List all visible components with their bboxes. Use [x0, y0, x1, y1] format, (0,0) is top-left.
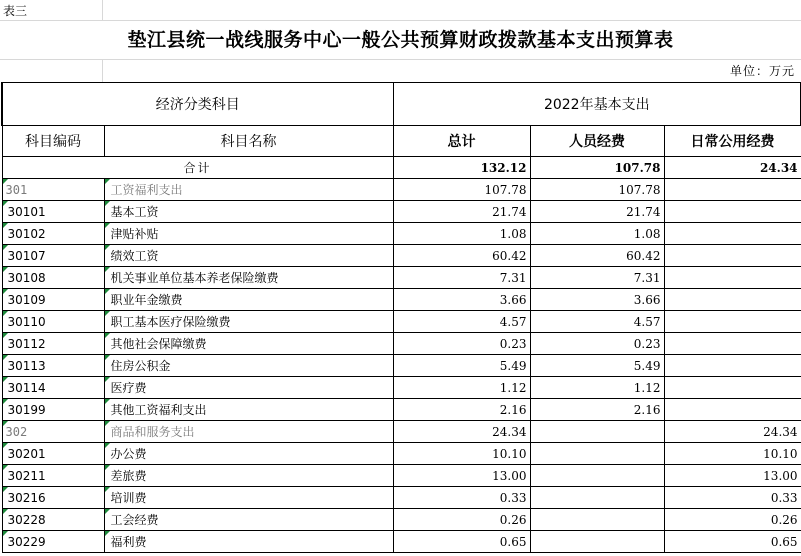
header-public[interactable]: 日常公用经费 — [664, 126, 801, 157]
total-cell[interactable] — [393, 223, 530, 245]
code-cell[interactable] — [2, 487, 104, 509]
table-row — [2, 509, 801, 531]
name-cell[interactable] — [104, 377, 393, 399]
empty-cell[interactable] — [103, 0, 801, 21]
code-cell-value: 30101 — [7, 204, 46, 219]
text-format-marker-icon — [3, 223, 8, 228]
public-cell[interactable] — [664, 531, 801, 553]
text-format-marker-icon — [105, 333, 110, 338]
name-cell[interactable] — [104, 421, 393, 443]
total-cell[interactable] — [393, 509, 530, 531]
total-cell-value: 4.57 — [499, 314, 527, 329]
text-format-marker-icon — [105, 465, 110, 470]
public-cell-value: 0.65 — [770, 534, 798, 549]
code-cell[interactable] — [2, 443, 104, 465]
totals-label[interactable]: 合计 — [2, 157, 393, 179]
personnel-cell[interactable] — [530, 509, 664, 531]
public-cell[interactable] — [664, 223, 801, 245]
total-cell[interactable] — [393, 487, 530, 509]
code-cell-value: 30102 — [7, 226, 46, 241]
table-row — [2, 465, 801, 487]
text-format-marker-icon — [3, 267, 8, 272]
total-cell-value: 1.08 — [499, 226, 527, 241]
totals-row — [2, 157, 801, 179]
personnel-cell[interactable] — [530, 421, 664, 443]
name-cell[interactable] — [104, 223, 393, 245]
text-format-marker-icon — [105, 355, 110, 360]
text-format-marker-icon — [3, 245, 8, 250]
table-row — [2, 377, 801, 399]
text-format-marker-icon — [105, 311, 110, 316]
text-format-marker-icon — [3, 443, 8, 448]
name-cell-value: 其他社会保障缴费 — [110, 337, 207, 351]
table-row — [2, 311, 801, 333]
table-header-group-row — [2, 83, 801, 126]
public-cell[interactable] — [664, 289, 801, 311]
table-row — [2, 399, 801, 421]
name-cell[interactable] — [104, 311, 393, 333]
totals-public[interactable]: 24.34 — [664, 157, 801, 179]
personnel-cell[interactable] — [530, 333, 664, 355]
text-format-marker-icon — [3, 509, 8, 514]
public-cell[interactable] — [664, 333, 801, 355]
empty-cell[interactable] — [0, 60, 103, 82]
code-cell[interactable] — [2, 377, 104, 399]
text-format-marker-icon — [3, 201, 8, 206]
name-cell-value: 机关事业单位基本养老保险缴费 — [110, 271, 279, 285]
total-cell[interactable] — [393, 245, 530, 267]
text-format-marker-icon — [105, 531, 110, 536]
public-cell[interactable] — [664, 443, 801, 465]
text-format-marker-icon — [105, 245, 110, 250]
public-cell[interactable] — [664, 421, 801, 443]
code-cell[interactable] — [2, 201, 104, 223]
name-cell[interactable] — [104, 333, 393, 355]
total-cell-value: 7.31 — [499, 270, 527, 285]
text-format-marker-icon — [105, 201, 110, 206]
personnel-cell[interactable] — [530, 465, 664, 487]
table-row — [2, 421, 801, 443]
table-row — [2, 267, 801, 289]
table-row — [2, 245, 801, 267]
totals-total[interactable]: 132.12 — [393, 157, 530, 179]
code-cell-value: 30228 — [7, 512, 46, 527]
code-cell[interactable] — [2, 289, 104, 311]
code-cell[interactable] — [2, 311, 104, 333]
sheet-label-row — [0, 0, 801, 21]
total-cell[interactable] — [393, 443, 530, 465]
name-cell-value: 其他工资福利支出 — [110, 403, 207, 417]
name-cell[interactable] — [104, 399, 393, 421]
personnel-cell[interactable] — [530, 289, 664, 311]
code-cell[interactable] — [2, 465, 104, 487]
personnel-cell-value: 0.23 — [633, 336, 661, 351]
public-cell[interactable] — [664, 487, 801, 509]
total-cell-value: 0.26 — [499, 512, 527, 527]
code-cell[interactable] — [2, 509, 104, 531]
name-cell-value: 职工基本医疗保险缴费 — [110, 315, 231, 329]
text-format-marker-icon — [105, 443, 110, 448]
name-cell-value: 差旅费 — [110, 469, 147, 483]
personnel-cell-value: 3.66 — [633, 292, 661, 307]
name-cell-value: 工会经费 — [110, 513, 159, 527]
text-format-marker-icon — [3, 421, 8, 426]
code-cell-value: 30211 — [7, 468, 46, 483]
total-cell[interactable] — [393, 421, 530, 443]
name-cell-value: 基本工资 — [110, 205, 159, 219]
total-cell-value: 10.10 — [492, 446, 527, 461]
name-cell[interactable] — [104, 245, 393, 267]
personnel-cell[interactable] — [530, 223, 664, 245]
text-format-marker-icon — [3, 289, 8, 294]
text-format-marker-icon — [105, 289, 110, 294]
page-title: 垫江县统一战线服务中心一般公共预算财政拨款基本支出预算表 — [127, 29, 674, 51]
total-cell[interactable] — [393, 267, 530, 289]
text-format-marker-icon — [105, 377, 110, 382]
code-cell[interactable] — [2, 333, 104, 355]
code-cell[interactable] — [2, 223, 104, 245]
text-format-marker-icon — [3, 465, 8, 470]
total-cell-value: 2.16 — [499, 402, 527, 417]
header-total[interactable]: 总计 — [393, 126, 530, 157]
personnel-cell-value: 21.74 — [626, 204, 661, 219]
public-cell[interactable] — [664, 399, 801, 421]
code-cell-value: 30107 — [7, 248, 46, 263]
personnel-cell[interactable] — [530, 377, 664, 399]
code-cell[interactable] — [2, 531, 104, 553]
personnel-cell-value: 107.78 — [618, 182, 661, 197]
total-cell-value: 60.42 — [492, 248, 527, 263]
code-cell[interactable] — [2, 267, 104, 289]
name-cell[interactable] — [104, 509, 393, 531]
code-cell-value: 30114 — [7, 380, 46, 395]
code-cell-value: 301 — [5, 182, 28, 197]
table-row — [2, 223, 801, 245]
code-cell[interactable] — [2, 399, 104, 421]
name-cell[interactable] — [104, 487, 393, 509]
code-cell-value: 30109 — [7, 292, 46, 307]
text-format-marker-icon — [3, 377, 8, 382]
text-format-marker-icon — [105, 487, 110, 492]
table-row — [2, 355, 801, 377]
code-cell-value: 30201 — [7, 446, 46, 461]
text-format-marker-icon — [105, 223, 110, 228]
personnel-cell[interactable] — [530, 531, 664, 553]
total-cell[interactable] — [393, 333, 530, 355]
public-cell-value: 10.10 — [763, 446, 798, 461]
text-format-marker-icon — [3, 399, 8, 404]
total-cell[interactable] — [393, 531, 530, 553]
text-format-marker-icon — [105, 509, 110, 514]
name-cell[interactable] — [104, 443, 393, 465]
text-format-marker-icon — [105, 399, 110, 404]
personnel-cell-value: 1.12 — [633, 380, 661, 395]
table-row — [2, 443, 801, 465]
total-cell-value: 3.66 — [499, 292, 527, 307]
name-cell[interactable] — [104, 179, 393, 201]
text-format-marker-icon — [105, 179, 110, 184]
text-format-marker-icon — [105, 421, 110, 426]
code-cell-value: 30229 — [7, 534, 46, 549]
public-cell-value: 0.26 — [770, 512, 798, 527]
total-cell[interactable] — [393, 179, 530, 201]
personnel-cell-value: 1.08 — [633, 226, 661, 241]
total-cell-value: 5.49 — [499, 358, 527, 373]
name-cell-value: 商品和服务支出 — [110, 425, 195, 439]
total-cell[interactable] — [393, 289, 530, 311]
total-cell-value: 24.34 — [492, 424, 527, 439]
personnel-cell[interactable] — [530, 311, 664, 333]
total-cell[interactable] — [393, 355, 530, 377]
public-cell[interactable] — [664, 267, 801, 289]
name-cell[interactable] — [104, 355, 393, 377]
table-row — [2, 289, 801, 311]
budget-table — [1, 82, 801, 553]
unit-row — [0, 60, 801, 82]
header-name[interactable]: 科目名称 — [104, 126, 393, 157]
name-cell[interactable] — [104, 267, 393, 289]
name-cell-value: 津贴补贴 — [110, 227, 159, 241]
table-row — [2, 487, 801, 509]
public-cell-value: 0.33 — [770, 490, 798, 505]
code-cell-value: 30112 — [7, 336, 46, 351]
name-cell-value: 绩效工资 — [110, 249, 159, 263]
public-cell[interactable] — [664, 377, 801, 399]
personnel-cell[interactable] — [530, 355, 664, 377]
total-cell-value: 0.23 — [499, 336, 527, 351]
header-subject-group[interactable]: 经济分类科目 — [2, 83, 393, 126]
table-row — [2, 333, 801, 355]
name-cell-value: 职业年金缴费 — [110, 293, 183, 307]
personnel-cell[interactable] — [530, 201, 664, 223]
public-cell[interactable] — [664, 465, 801, 487]
sheet-label: 表三 — [3, 4, 28, 18]
total-cell-value: 0.65 — [499, 534, 527, 549]
name-cell-value: 工资福利支出 — [110, 183, 183, 197]
personnel-cell-value: 7.31 — [633, 270, 661, 285]
total-cell[interactable] — [393, 311, 530, 333]
name-cell-value: 住房公积金 — [110, 359, 171, 373]
name-cell-value: 医疗费 — [110, 381, 147, 395]
text-format-marker-icon — [3, 355, 8, 360]
code-cell-value: 30113 — [7, 358, 46, 373]
header-code[interactable]: 科目编码 — [2, 126, 104, 157]
table-header-row — [2, 126, 801, 157]
total-cell[interactable] — [393, 201, 530, 223]
personnel-cell[interactable] — [530, 267, 664, 289]
code-cell-value: 30199 — [7, 402, 46, 417]
text-format-marker-icon — [105, 267, 110, 272]
personnel-cell[interactable] — [530, 399, 664, 421]
code-cell[interactable] — [2, 355, 104, 377]
unit-label: 单位：万元 — [729, 64, 795, 78]
total-cell[interactable] — [393, 377, 530, 399]
name-cell-value: 培训费 — [110, 491, 147, 505]
table-row — [2, 179, 801, 201]
text-format-marker-icon — [3, 333, 8, 338]
personnel-cell-value: 5.49 — [633, 358, 661, 373]
public-cell-value: 24.34 — [763, 424, 798, 439]
code-cell-value: 302 — [5, 424, 28, 439]
personnel-cell[interactable] — [530, 443, 664, 465]
text-format-marker-icon — [3, 179, 8, 184]
total-cell-value: 0.33 — [499, 490, 527, 505]
personnel-cell-value: 4.57 — [633, 314, 661, 329]
public-cell[interactable] — [664, 311, 801, 333]
personnel-cell[interactable] — [530, 245, 664, 267]
total-cell-value: 21.74 — [492, 204, 527, 219]
name-cell[interactable] — [104, 531, 393, 553]
text-format-marker-icon — [3, 531, 8, 536]
public-cell[interactable] — [664, 201, 801, 223]
code-cell-value: 30110 — [7, 314, 46, 329]
personnel-cell-value: 60.42 — [626, 248, 661, 263]
text-format-marker-icon — [3, 487, 8, 492]
public-cell[interactable] — [664, 355, 801, 377]
code-cell[interactable] — [2, 245, 104, 267]
totals-personnel[interactable]: 107.78 — [530, 157, 664, 179]
code-cell-value: 30216 — [7, 490, 46, 505]
code-cell[interactable] — [2, 179, 104, 201]
total-cell[interactable] — [393, 465, 530, 487]
personnel-cell-value: 2.16 — [633, 402, 661, 417]
title-row — [0, 21, 801, 60]
name-cell-value: 福利费 — [110, 535, 147, 549]
code-cell[interactable] — [2, 421, 104, 443]
text-format-marker-icon — [3, 311, 8, 316]
public-cell[interactable] — [664, 179, 801, 201]
header-personnel[interactable]: 人员经费 — [530, 126, 664, 157]
name-cell-value: 办公费 — [110, 447, 147, 461]
header-expense-group[interactable]: 2022年基本支出 — [393, 83, 801, 126]
total-cell-value: 1.12 — [499, 380, 527, 395]
public-cell-value: 13.00 — [763, 468, 798, 483]
total-cell[interactable] — [393, 399, 530, 421]
sheet-label-cell[interactable] — [0, 0, 103, 21]
public-cell[interactable] — [664, 509, 801, 531]
name-cell[interactable] — [104, 289, 393, 311]
name-cell[interactable] — [104, 465, 393, 487]
table-row — [2, 201, 801, 223]
table-row — [2, 531, 801, 553]
public-cell[interactable] — [664, 245, 801, 267]
total-cell-value: 107.78 — [484, 182, 527, 197]
personnel-cell[interactable] — [530, 487, 664, 509]
personnel-cell[interactable] — [530, 179, 664, 201]
total-cell-value: 13.00 — [492, 468, 527, 483]
name-cell[interactable] — [104, 201, 393, 223]
code-cell-value: 30108 — [7, 270, 46, 285]
